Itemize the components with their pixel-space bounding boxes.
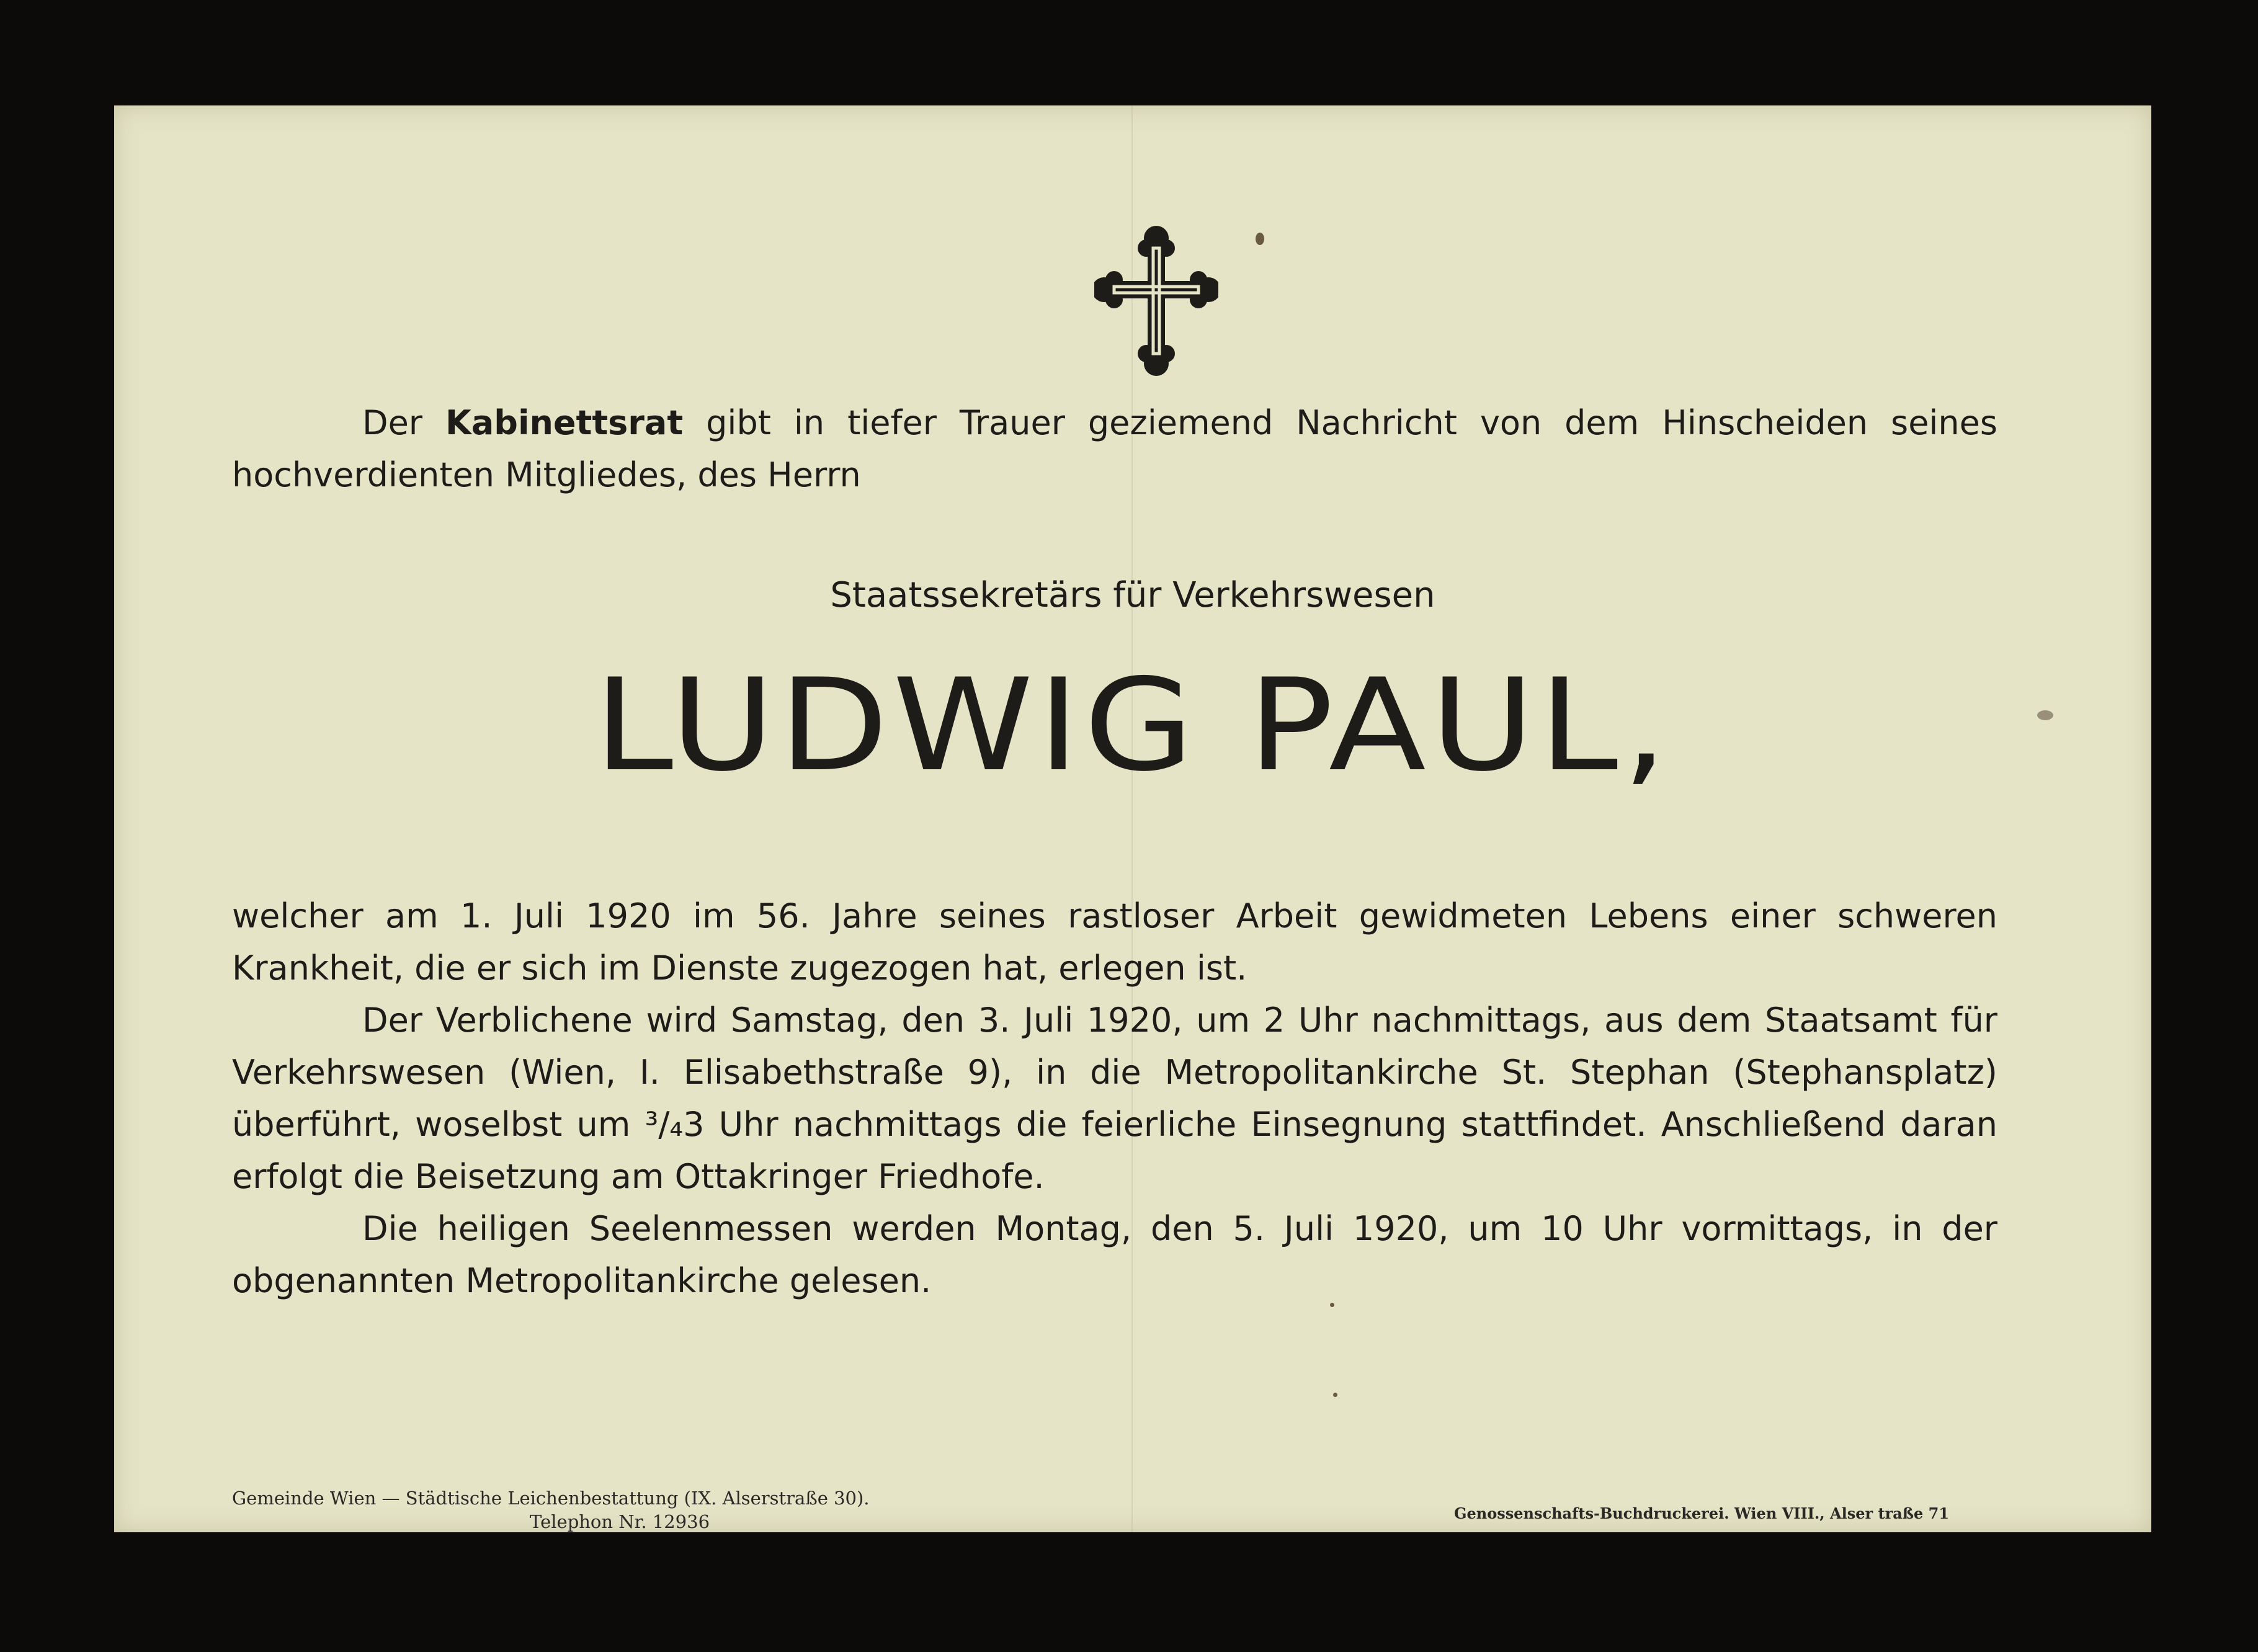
footer-telephone: Telephon Nr. 12936	[530, 1511, 710, 1532]
paper-stain	[2037, 710, 2053, 720]
paper-stain	[1256, 233, 1264, 245]
footer-printer: Genossenschafts-Buchdruckerei. Wien VIII., Alser traße 71	[1454, 1504, 1950, 1522]
body-block	[232, 890, 1997, 1307]
paper-stain	[1333, 1393, 1337, 1397]
paragraph-masses: Die heiligen Seelenmessen werden Montag, den 5. Juli 1920, um 10 Uhr vormittags, in der obgenannten Metropolitankirche gelesen.	[232, 1209, 1997, 1300]
intro-block	[232, 397, 1997, 501]
paragraph-death: welcher am 1. Juli 1920 im 56. Jahre seines rastloser Arbeit gewidmeten Lebens einer schweren Krankheit, die er sich im Dienste zugezogen hat, erlegen ist.	[232, 896, 1997, 988]
intro-rest: gibt in tiefer Trauer geziemend Nachricht von dem Hinscheiden seines hochverdienten Mitgliedes, des Herrn	[232, 403, 1997, 494]
intro-bold-kabinettsrat: Kabinettsrat	[445, 403, 684, 442]
obituary-sheet	[114, 105, 2151, 1532]
deceased-name: LUDWIG PAUL,	[594, 652, 1672, 800]
intro-paragraph	[232, 397, 1997, 501]
footer-undertaker: Gemeinde Wien — Städtische Leichenbestattung (IX. Alserstraße 30).	[232, 1488, 870, 1509]
paragraph-funeral: Der Verblichene wird Samstag, den 3. Juli 1920, um 2 Uhr nachmittags, aus dem Staatsamt für Verkehrswesen (Wien, I. Elisabethstraße 9), in die Metropolitankirche St. Stephan (Stephansplatz) überführt, woselbst um ³/₄3 Uhr nachmittags die feierliche Einsegnung stattfindet. Anschließend daran erfolgt die Beisetzung am Ottakringer Friedhofe.	[232, 1001, 1997, 1196]
cross-icon	[1094, 223, 1218, 378]
paper-stain	[1330, 1303, 1334, 1307]
deceased-title: Staatssekretärs für Verkehrswesen	[830, 575, 1435, 615]
intro-lead: Der	[362, 403, 445, 442]
